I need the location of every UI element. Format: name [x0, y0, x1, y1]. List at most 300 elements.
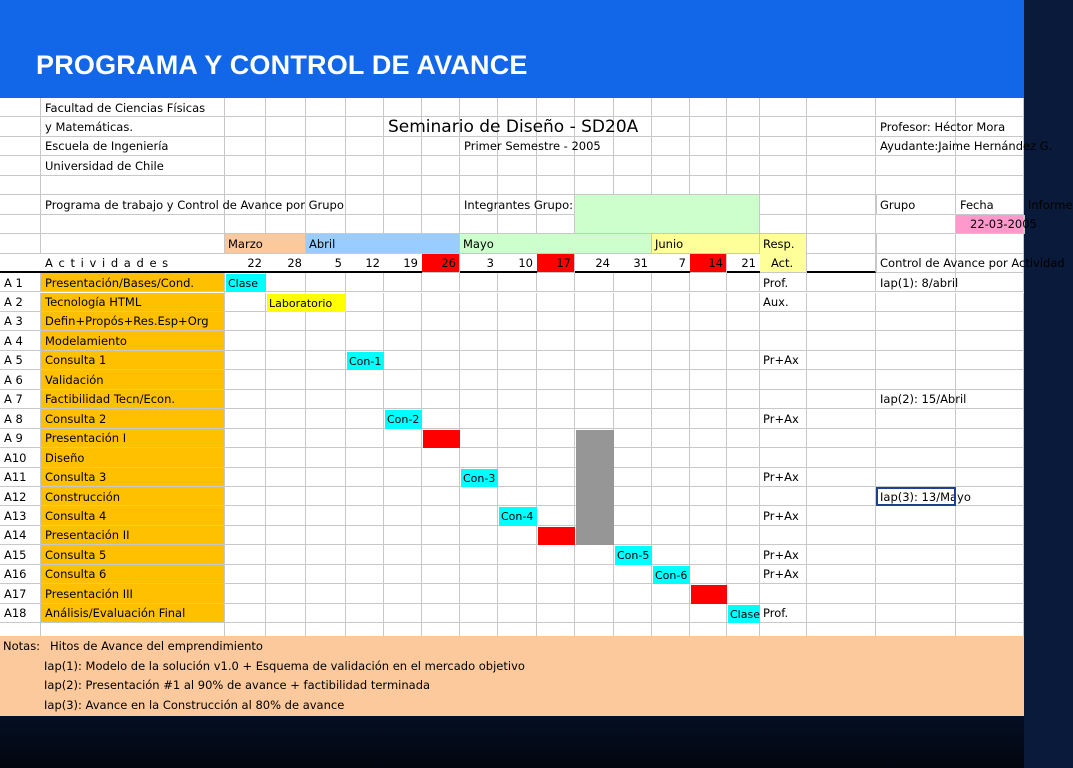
- sheet-cell[interactable]: [460, 506, 498, 525]
- sheet-cell[interactable]: [384, 137, 422, 156]
- sheet-cell[interactable]: [460, 215, 498, 234]
- sheet-cell[interactable]: [690, 409, 727, 428]
- sheet-cell[interactable]: [956, 409, 1024, 428]
- sheet-cell[interactable]: [498, 448, 537, 467]
- sheet-cell[interactable]: [956, 565, 1024, 584]
- sheet-cell[interactable]: [384, 468, 422, 487]
- sheet-cell[interactable]: [422, 312, 460, 331]
- sheet-cell[interactable]: [498, 98, 537, 117]
- sheet-cell[interactable]: [652, 137, 690, 156]
- sheet-cell[interactable]: [306, 98, 346, 117]
- sheet-cell[interactable]: [876, 409, 956, 428]
- sheet-cell[interactable]: [498, 584, 537, 603]
- sheet-cell[interactable]: [384, 565, 422, 584]
- sheet-cell[interactable]: [614, 293, 652, 312]
- sheet-cell[interactable]: [807, 584, 876, 603]
- sheet-cell[interactable]: [266, 429, 306, 448]
- sheet-cell[interactable]: [760, 584, 807, 603]
- sheet-cell[interactable]: [807, 156, 876, 175]
- sheet-cell[interactable]: [807, 604, 876, 623]
- sheet-cell[interactable]: [690, 506, 727, 525]
- sheet-cell[interactable]: [498, 526, 537, 545]
- sheet-cell[interactable]: [956, 370, 1024, 389]
- sheet-cell[interactable]: [498, 545, 537, 564]
- sheet-cell[interactable]: [727, 429, 760, 448]
- sheet-cell[interactable]: [537, 176, 575, 195]
- sheet-cell[interactable]: [266, 273, 306, 292]
- sheet-cell[interactable]: [346, 117, 384, 136]
- sheet-cell[interactable]: [652, 98, 690, 117]
- integrantes-field[interactable]: [575, 195, 760, 234]
- sheet-cell[interactable]: [956, 468, 1024, 487]
- sheet-cell[interactable]: [346, 156, 384, 175]
- sheet-cell[interactable]: [876, 331, 956, 350]
- sheet-cell[interactable]: [266, 526, 306, 545]
- sheet-cell[interactable]: [460, 98, 498, 117]
- sheet-cell[interactable]: [422, 468, 460, 487]
- sheet-cell[interactable]: [266, 584, 306, 603]
- sheet-cell[interactable]: [575, 351, 614, 370]
- sheet-cell[interactable]: [575, 545, 614, 564]
- sheet-cell[interactable]: [346, 487, 384, 506]
- sheet-cell[interactable]: [614, 604, 652, 623]
- sheet-cell[interactable]: [306, 526, 346, 545]
- sheet-cell[interactable]: [807, 331, 876, 350]
- sheet-cell[interactable]: [498, 351, 537, 370]
- sheet-cell[interactable]: [498, 293, 537, 312]
- sheet-cell[interactable]: [876, 312, 956, 331]
- sheet-cell[interactable]: [225, 98, 266, 117]
- sheet-cell[interactable]: [614, 448, 652, 467]
- sheet-cell[interactable]: [460, 487, 498, 506]
- sheet-cell[interactable]: [537, 584, 575, 603]
- sheet-cell[interactable]: [575, 331, 614, 350]
- sheet-cell[interactable]: [537, 215, 575, 234]
- sheet-cell[interactable]: [498, 156, 537, 175]
- sheet-cell[interactable]: [760, 98, 807, 117]
- sheet-cell[interactable]: [807, 487, 876, 506]
- sheet-cell[interactable]: [422, 351, 460, 370]
- sheet-cell[interactable]: [498, 604, 537, 623]
- sheet-cell[interactable]: [652, 117, 690, 136]
- sheet-cell[interactable]: [537, 604, 575, 623]
- sheet-cell[interactable]: [460, 312, 498, 331]
- sheet-cell[interactable]: [652, 584, 690, 603]
- sheet-cell[interactable]: [498, 409, 537, 428]
- sheet-cell[interactable]: [0, 215, 41, 234]
- sheet-cell[interactable]: [690, 526, 727, 545]
- sheet-cell[interactable]: [422, 215, 460, 234]
- sheet-cell[interactable]: [652, 545, 690, 564]
- sheet-cell[interactable]: [460, 584, 498, 603]
- sheet-cell[interactable]: [498, 176, 537, 195]
- sheet-cell[interactable]: [422, 293, 460, 312]
- sheet-cell[interactable]: [537, 331, 575, 350]
- sheet-cell[interactable]: [266, 176, 306, 195]
- sheet-cell[interactable]: [727, 390, 760, 409]
- sheet-cell[interactable]: [727, 273, 760, 292]
- sheet-cell[interactable]: [460, 273, 498, 292]
- sheet-cell[interactable]: [727, 137, 760, 156]
- sheet-cell[interactable]: [575, 584, 614, 603]
- sheet-cell[interactable]: [306, 215, 346, 234]
- sheet-cell[interactable]: [690, 331, 727, 350]
- sheet-cell[interactable]: [956, 351, 1024, 370]
- sheet-cell[interactable]: [690, 137, 727, 156]
- control-header-band[interactable]: [876, 234, 877, 273]
- sheet-cell[interactable]: [760, 526, 807, 545]
- sheet-cell[interactable]: [460, 604, 498, 623]
- sheet-cell[interactable]: [422, 195, 460, 214]
- sheet-cell[interactable]: [346, 215, 384, 234]
- sheet-cell[interactable]: [0, 195, 41, 214]
- sheet-cell[interactable]: [727, 468, 760, 487]
- sheet-cell[interactable]: [266, 117, 306, 136]
- sheet-cell[interactable]: [384, 390, 422, 409]
- sheet-cell[interactable]: [652, 176, 690, 195]
- sheet-cell[interactable]: [690, 273, 727, 292]
- sheet-cell[interactable]: [537, 312, 575, 331]
- sheet-cell[interactable]: [876, 234, 956, 253]
- sheet-cell[interactable]: [306, 584, 346, 603]
- sheet-cell[interactable]: [876, 429, 956, 448]
- sheet-cell[interactable]: [956, 526, 1024, 545]
- sheet-cell[interactable]: [384, 293, 422, 312]
- sheet-cell[interactable]: [727, 351, 760, 370]
- sheet-cell[interactable]: [807, 273, 876, 292]
- sheet-cell[interactable]: [614, 273, 652, 292]
- sheet-cell[interactable]: [537, 506, 575, 525]
- sheet-cell[interactable]: [498, 312, 537, 331]
- sheet-cell[interactable]: [537, 273, 575, 292]
- sheet-cell[interactable]: [225, 526, 266, 545]
- sheet-cell[interactable]: [760, 487, 807, 506]
- sheet-cell[interactable]: [460, 331, 498, 350]
- sheet-cell[interactable]: [652, 409, 690, 428]
- sheet-cell[interactable]: [614, 390, 652, 409]
- sheet-cell[interactable]: [727, 448, 760, 467]
- sheet-cell[interactable]: [306, 468, 346, 487]
- sheet-cell[interactable]: [225, 117, 266, 136]
- sheet-cell[interactable]: [384, 487, 422, 506]
- sheet-cell[interactable]: [422, 98, 460, 117]
- sheet-cell[interactable]: [652, 156, 690, 175]
- sheet-cell[interactable]: [760, 312, 807, 331]
- sheet-cell[interactable]: [727, 370, 760, 389]
- sheet-cell[interactable]: [537, 468, 575, 487]
- sheet-cell[interactable]: [498, 468, 537, 487]
- sheet-cell[interactable]: [537, 545, 575, 564]
- sheet-cell[interactable]: [306, 565, 346, 584]
- sheet-cell[interactable]: [225, 156, 266, 175]
- sheet-cell[interactable]: [422, 565, 460, 584]
- sheet-cell[interactable]: [876, 215, 956, 234]
- sheet-cell[interactable]: [760, 117, 807, 136]
- sheet-cell[interactable]: [537, 370, 575, 389]
- sheet-cell[interactable]: [306, 176, 346, 195]
- sheet-cell[interactable]: [956, 273, 1024, 292]
- sheet-cell[interactable]: [306, 156, 346, 175]
- sheet-cell[interactable]: [727, 98, 760, 117]
- sheet-cell[interactable]: [727, 565, 760, 584]
- sheet-cell[interactable]: [384, 156, 422, 175]
- sheet-cell[interactable]: [956, 156, 1024, 175]
- sheet-cell[interactable]: [422, 156, 460, 175]
- sheet-cell[interactable]: [346, 273, 384, 292]
- sheet-cell[interactable]: [690, 545, 727, 564]
- sheet-cell[interactable]: [422, 176, 460, 195]
- sheet-cell[interactable]: [306, 273, 346, 292]
- sheet-cell[interactable]: [346, 429, 384, 448]
- sheet-cell[interactable]: [306, 117, 346, 136]
- sheet-cell[interactable]: [225, 176, 266, 195]
- sheet-cell[interactable]: [0, 137, 41, 156]
- sheet-cell[interactable]: [306, 429, 346, 448]
- sheet-cell[interactable]: [807, 137, 876, 156]
- sheet-cell[interactable]: [876, 526, 956, 545]
- sheet-cell[interactable]: [346, 176, 384, 195]
- sheet-cell[interactable]: [575, 98, 614, 117]
- sheet-cell[interactable]: [225, 293, 266, 312]
- sheet-cell[interactable]: [690, 312, 727, 331]
- sheet-cell[interactable]: [306, 312, 346, 331]
- sheet-cell[interactable]: [956, 545, 1024, 564]
- sheet-cell[interactable]: [652, 468, 690, 487]
- sheet-cell[interactable]: [346, 565, 384, 584]
- sheet-cell[interactable]: [727, 506, 760, 525]
- sheet-cell[interactable]: [422, 545, 460, 564]
- sheet-cell[interactable]: [727, 545, 760, 564]
- sheet-cell[interactable]: [956, 293, 1024, 312]
- sheet-cell[interactable]: [690, 293, 727, 312]
- sheet-cell[interactable]: [575, 156, 614, 175]
- sheet-cell[interactable]: [266, 390, 306, 409]
- sheet-cell[interactable]: [575, 273, 614, 292]
- sheet-cell[interactable]: [760, 137, 807, 156]
- sheet-cell[interactable]: [306, 351, 346, 370]
- sheet-cell[interactable]: [266, 468, 306, 487]
- sheet-cell[interactable]: [306, 409, 346, 428]
- sheet-cell[interactable]: [575, 390, 614, 409]
- sheet-cell[interactable]: [0, 234, 41, 253]
- sheet-cell[interactable]: [498, 370, 537, 389]
- sheet-cell[interactable]: [384, 215, 422, 234]
- sheet-cell[interactable]: [225, 390, 266, 409]
- sheet-cell[interactable]: [306, 390, 346, 409]
- sheet-cell[interactable]: [460, 370, 498, 389]
- sheet-cell[interactable]: [652, 351, 690, 370]
- sheet-cell[interactable]: [575, 409, 614, 428]
- sheet-cell[interactable]: [537, 429, 575, 448]
- sheet-cell[interactable]: [807, 448, 876, 467]
- sheet-cell[interactable]: [346, 312, 384, 331]
- sheet-cell[interactable]: [727, 409, 760, 428]
- sheet-cell[interactable]: [306, 604, 346, 623]
- sheet-cell[interactable]: [727, 526, 760, 545]
- sheet-cell[interactable]: [876, 176, 956, 195]
- sheet-cell[interactable]: [727, 293, 760, 312]
- sheet-cell[interactable]: [652, 604, 690, 623]
- sheet-cell[interactable]: [537, 156, 575, 175]
- sheet-cell[interactable]: [384, 195, 422, 214]
- sheet-cell[interactable]: [807, 351, 876, 370]
- sheet-cell[interactable]: [498, 390, 537, 409]
- sheet-cell[interactable]: [614, 98, 652, 117]
- sheet-cell[interactable]: [306, 331, 346, 350]
- sheet-cell[interactable]: [225, 545, 266, 564]
- sheet-cell[interactable]: [690, 156, 727, 175]
- sheet-cell[interactable]: [652, 370, 690, 389]
- sheet-cell[interactable]: [225, 584, 266, 603]
- sheet-cell[interactable]: [807, 98, 876, 117]
- sheet-cell[interactable]: [690, 604, 727, 623]
- sheet-cell[interactable]: [266, 156, 306, 175]
- sheet-cell[interactable]: [807, 293, 876, 312]
- sheet-cell[interactable]: [807, 526, 876, 545]
- sheet-cell[interactable]: [876, 584, 956, 603]
- sheet-cell[interactable]: [537, 565, 575, 584]
- group-header-band[interactable]: [876, 195, 877, 214]
- sheet-cell[interactable]: [652, 487, 690, 506]
- sheet-cell[interactable]: [652, 312, 690, 331]
- sheet-cell[interactable]: [498, 487, 537, 506]
- sheet-cell[interactable]: [614, 370, 652, 389]
- sheet-cell[interactable]: [41, 215, 225, 234]
- sheet-cell[interactable]: [690, 448, 727, 467]
- sheet-cell[interactable]: [266, 409, 306, 428]
- sheet-cell[interactable]: [537, 293, 575, 312]
- sheet-cell[interactable]: [876, 604, 956, 623]
- sheet-cell[interactable]: [498, 429, 537, 448]
- sheet-cell[interactable]: [498, 565, 537, 584]
- sheet-cell[interactable]: [266, 604, 306, 623]
- sheet-cell[interactable]: [346, 468, 384, 487]
- sheet-cell[interactable]: [266, 351, 306, 370]
- sheet-cell[interactable]: [760, 156, 807, 175]
- sheet-cell[interactable]: [807, 176, 876, 195]
- sheet-cell[interactable]: [225, 370, 266, 389]
- sheet-cell[interactable]: [225, 448, 266, 467]
- sheet-cell[interactable]: [384, 351, 422, 370]
- sheet-cell[interactable]: [807, 312, 876, 331]
- sheet-cell[interactable]: [422, 370, 460, 389]
- sheet-cell[interactable]: [652, 390, 690, 409]
- sheet-cell[interactable]: [956, 584, 1024, 603]
- sheet-cell[interactable]: [876, 293, 956, 312]
- sheet-cell[interactable]: [346, 545, 384, 564]
- sheet-cell[interactable]: [956, 429, 1024, 448]
- sheet-cell[interactable]: [346, 604, 384, 623]
- sheet-cell[interactable]: [537, 448, 575, 467]
- sheet-cell[interactable]: [575, 293, 614, 312]
- sheet-cell[interactable]: [956, 331, 1024, 350]
- sheet-cell[interactable]: [760, 390, 807, 409]
- sheet-cell[interactable]: [346, 409, 384, 428]
- sheet-cell[interactable]: [306, 506, 346, 525]
- sheet-cell[interactable]: [575, 604, 614, 623]
- sheet-cell[interactable]: [876, 565, 956, 584]
- sheet-cell[interactable]: [614, 351, 652, 370]
- sheet-cell[interactable]: [760, 448, 807, 467]
- sheet-cell[interactable]: [346, 293, 384, 312]
- sheet-cell[interactable]: [807, 215, 876, 234]
- sheet-cell[interactable]: [384, 98, 422, 117]
- sheet-cell[interactable]: [422, 584, 460, 603]
- sheet-cell[interactable]: [266, 98, 306, 117]
- sheet-cell[interactable]: [614, 156, 652, 175]
- sheet-cell[interactable]: [690, 176, 727, 195]
- sheet-cell[interactable]: [384, 312, 422, 331]
- sheet-cell[interactable]: [266, 565, 306, 584]
- sheet-cell[interactable]: [652, 448, 690, 467]
- sheet-cell[interactable]: [422, 448, 460, 467]
- sheet-cell[interactable]: [690, 487, 727, 506]
- sheet-cell[interactable]: [614, 565, 652, 584]
- sheet-cell[interactable]: [346, 526, 384, 545]
- sheet-cell[interactable]: [690, 429, 727, 448]
- sheet-cell[interactable]: [266, 506, 306, 525]
- sheet-cell[interactable]: [807, 506, 876, 525]
- sheet-cell[interactable]: [384, 370, 422, 389]
- sheet-cell[interactable]: [225, 331, 266, 350]
- sheet-cell[interactable]: [956, 234, 1024, 253]
- sheet-cell[interactable]: [384, 506, 422, 525]
- sheet-cell[interactable]: [575, 370, 614, 389]
- sheet-cell[interactable]: [460, 545, 498, 564]
- sheet-cell[interactable]: [422, 390, 460, 409]
- sheet-cell[interactable]: [956, 176, 1024, 195]
- sheet-cell[interactable]: [652, 506, 690, 525]
- sheet-cell[interactable]: [460, 176, 498, 195]
- sheet-cell[interactable]: [266, 215, 306, 234]
- sheet-cell[interactable]: [346, 370, 384, 389]
- sheet-cell[interactable]: [384, 545, 422, 564]
- sheet-cell[interactable]: [727, 584, 760, 603]
- sheet-cell[interactable]: [460, 351, 498, 370]
- sheet-cell[interactable]: [346, 448, 384, 467]
- sheet-cell[interactable]: [956, 98, 1024, 117]
- selected-cell[interactable]: [876, 487, 956, 506]
- sheet-cell[interactable]: [807, 409, 876, 428]
- sheet-cell[interactable]: [384, 429, 422, 448]
- sheet-cell[interactable]: [460, 565, 498, 584]
- sheet-cell[interactable]: [575, 565, 614, 584]
- sheet-cell[interactable]: [807, 468, 876, 487]
- sheet-cell[interactable]: [266, 137, 306, 156]
- sheet-cell[interactable]: [690, 565, 727, 584]
- sheet-cell[interactable]: [225, 487, 266, 506]
- sheet-cell[interactable]: [41, 176, 225, 195]
- sheet-cell[interactable]: [575, 312, 614, 331]
- sheet-cell[interactable]: [876, 506, 956, 525]
- sheet-cell[interactable]: [537, 487, 575, 506]
- sheet-cell[interactable]: [422, 273, 460, 292]
- sheet-cell[interactable]: [807, 234, 876, 253]
- sheet-cell[interactable]: [306, 137, 346, 156]
- sheet-cell[interactable]: [876, 370, 956, 389]
- sheet-cell[interactable]: [652, 429, 690, 448]
- sheet-cell[interactable]: [306, 370, 346, 389]
- sheet-cell[interactable]: [956, 506, 1024, 525]
- sheet-cell[interactable]: [690, 390, 727, 409]
- sheet-cell[interactable]: [225, 468, 266, 487]
- sheet-cell[interactable]: [266, 545, 306, 564]
- sheet-cell[interactable]: [727, 487, 760, 506]
- sheet-cell[interactable]: [306, 545, 346, 564]
- sheet-cell[interactable]: [652, 331, 690, 350]
- sheet-cell[interactable]: [614, 506, 652, 525]
- sheet-cell[interactable]: [460, 429, 498, 448]
